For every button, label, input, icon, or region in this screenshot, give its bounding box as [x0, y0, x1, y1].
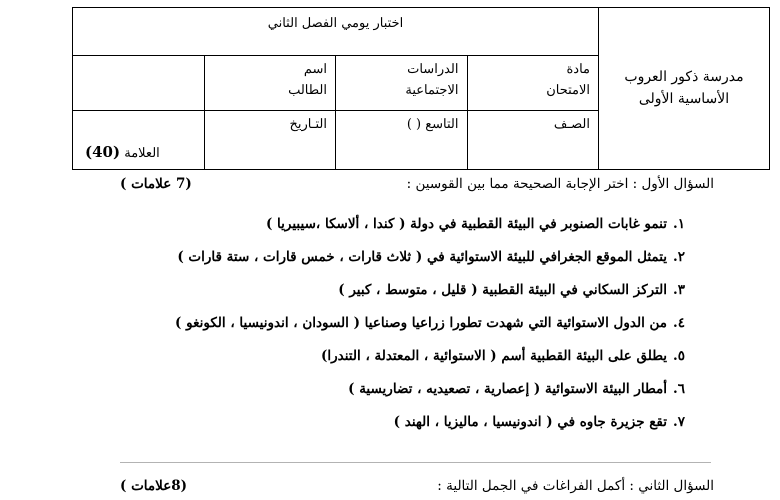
mark-cell [73, 111, 205, 170]
question-item [175, 280, 685, 313]
date-label: التـاريخ [289, 117, 327, 132]
question2-marks: (8علامات ) [120, 478, 188, 494]
question-item [175, 346, 685, 379]
subject-value-1: الدراسات [407, 62, 459, 77]
subject-value-cell [336, 56, 468, 111]
mark-value: (40) [85, 143, 121, 162]
school-name-line1: مدرسة ذكور العروب [624, 68, 744, 85]
question1-title: السؤال الأول : اختر الإجابة الصحيحة مما بين القوسين : [406, 176, 714, 192]
class-value-cell[interactable] [336, 111, 468, 170]
item-text: تقع جزيرة جاوه في ( اندونيسيا ، ماليزيا ، الهند ) [393, 414, 668, 430]
subject-label-1: مادة [566, 62, 590, 77]
class-value: التاسع ( ) [406, 117, 459, 132]
question2-title: السؤال الثاني : أكمل الفراغات في الجمل التالية : [437, 478, 714, 494]
date-label-cell [204, 111, 336, 170]
student-name-field[interactable] [73, 56, 205, 111]
question1-marks: (7 علامات ) [120, 176, 192, 192]
item-number: ٥. [673, 348, 685, 364]
item-text: من الدول الاستوائية التي شهدت تطورا زراعيا وصناعيا ( السودان ، اندونيسيا ، الكونغو ) [175, 315, 668, 331]
class-label-cell [467, 111, 599, 170]
item-text: يتمثل الموقع الجغرافي للبيئة الاستوائية في ( ثلاث قارات ، خمس قارات ، ستة قارات ) [177, 249, 668, 265]
subject-value-2: الاجتماعية [405, 82, 459, 98]
class-label: الصـف [553, 117, 590, 132]
exam-header-table [72, 7, 770, 170]
subject-label-2: الامتحان [546, 82, 590, 98]
question1-items [175, 214, 685, 445]
item-text: يطلق على البيئة القطبية أسم ( الاستوائية ، المعتدلة ، التندرا) [320, 348, 668, 364]
section-divider [120, 462, 711, 463]
mark-box [85, 140, 160, 165]
item-number: ٣. [673, 282, 685, 298]
student-label-1: اسم [303, 62, 327, 77]
item-text: أمطار البيئة الاستوائية ( إعصارية ، تصعيديه ، تضاريسية ) [348, 381, 668, 397]
item-number: ٢. [673, 249, 685, 265]
question-item [175, 379, 685, 412]
item-number: ١. [673, 216, 685, 232]
item-text: التركز السكاني في البيئة القطبية ( قليل ، متوسط ، كبير ) [338, 282, 668, 298]
item-number: ٦. [673, 381, 685, 397]
item-text: تنمو غابات الصنوبر في البيئة القطبية في دولة ( كندا ، ألاسكا ،سيبيريا ) [265, 216, 668, 232]
mark-label: العلامة [124, 146, 160, 162]
student-label-cell [204, 56, 336, 111]
question-item [175, 313, 685, 346]
question-item [175, 214, 685, 247]
exam-title: اختبار يومي الفصل الثاني [267, 16, 404, 31]
item-number: ٤. [673, 315, 685, 331]
student-label-2: الطالب [288, 82, 327, 98]
item-number: ٧. [673, 414, 685, 430]
school-name-cell [599, 8, 770, 170]
school-name-line2: الأساسية الأولى [638, 90, 730, 107]
subject-label-cell [467, 56, 599, 111]
question-item [175, 412, 685, 445]
exam-title-cell [73, 8, 599, 56]
question-item [175, 247, 685, 280]
